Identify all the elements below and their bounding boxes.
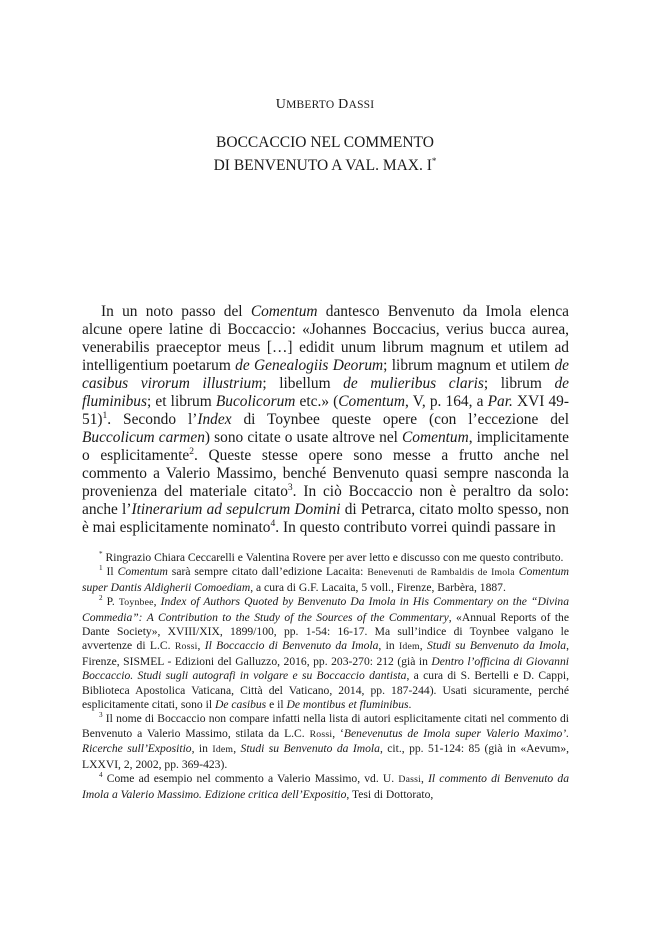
text-run: . Queste stesse opere sono messe a frutto anche nel commento a Valerio Massimo, benché Benvenuto quasi sempre nasconda la provenienza del materiale citato <box>82 447 569 500</box>
text-run: , a cura di G.F. Lacaita, 5 voll., Firenze, Barbèra, 1887. <box>250 580 506 594</box>
body-text <box>82 303 569 537</box>
small-caps-run: Toynbee <box>118 597 154 609</box>
text-run: . In ciò Boccaccio non è peraltro da solo: anche l’ <box>82 483 570 518</box>
text-run: XVI 49-51) <box>82 393 569 428</box>
italic-run: Dentro l’officina di Giovanni Boccaccio. Studi sugli autografi in volgare e su Boccaccio dantista <box>82 654 569 683</box>
italic-run: Benevenutus de Imola super Valerio Maximo’. Ricerche sull’Expositio <box>82 726 569 756</box>
italic-run: de casibus virorum illustrium <box>82 357 569 392</box>
text-run: , Firenze, SISMEL - Edizioni del Galluzzo, 2016, pp. 203-270: 212 (già in <box>82 639 570 668</box>
italic-run: Buccolicum carmen <box>82 429 205 446</box>
text-run: Il nome di Boccaccio non compare infatti nella lista di autori esplicitamente citati nel commento di Benvenuto a Valerio Massimo, stilata da L.C. <box>82 712 569 740</box>
text-run: Ringrazio Chiara Ceccarelli e Valentina Rovere per aver letto e discusso con me questo contributo. <box>102 551 564 564</box>
italic-run: Index of Authors Quoted by Benvenuto Da Imola in His Commentary on the “Divina Commedia”: A Contribution to the Study of the Sources of the Commentary <box>82 595 570 624</box>
text-run: . In questo contributo vorrei quindi passare in <box>275 519 556 536</box>
title-line <box>0 152 650 175</box>
small-caps-run: Idem <box>212 744 234 756</box>
text-run: Come ad esempio nel commento a Valerio Massimo, vd. U. <box>102 772 399 786</box>
text-run: . Secondo l’ <box>107 411 198 428</box>
italic-run: Comentum <box>338 393 405 410</box>
footnote-mark: 3 <box>99 711 103 720</box>
italic-run: Index <box>197 411 232 428</box>
footnote-mark: 2 <box>99 594 103 603</box>
author-name <box>0 97 650 113</box>
text-run: ; librum magnum et utilem <box>383 357 555 374</box>
footnote <box>82 772 569 802</box>
italic-run: Studi su Benvenuto da Imola <box>240 742 380 756</box>
italic-run: Studi su Benvenuto da Imola <box>427 639 567 653</box>
footnote <box>82 565 569 595</box>
text-run: ; libellum <box>262 375 344 392</box>
italic-run: de fluminibus <box>82 375 569 410</box>
text-run: etc.» ( <box>295 393 339 410</box>
text-run: . <box>408 698 412 712</box>
text-run: di Petrarca, citato molto spesso, non è mai esplicitamente nominato <box>82 501 569 536</box>
footnote-mark: * <box>99 550 103 559</box>
italic-run: de Genealogiis Deorum <box>235 357 384 374</box>
title-text: DI BENVENUTO A VAL. MAX. I <box>213 157 432 175</box>
author-small-caps: MBERTO <box>286 99 335 111</box>
footnote <box>82 712 569 772</box>
body-paragraph <box>82 303 569 537</box>
small-caps-run: Benevenuti de Rambaldis de Imola <box>367 567 515 579</box>
italic-run: De casibus <box>214 698 267 712</box>
italic-run: Bucolicorum <box>215 393 296 410</box>
text-run: e il <box>266 698 287 712</box>
text-run: , <box>197 639 205 653</box>
footnote <box>82 595 569 712</box>
footnote-mark: 4 <box>99 771 103 780</box>
text-run: ; et librum <box>147 393 216 410</box>
italic-run: Par. <box>487 393 513 410</box>
small-caps-run: Idem <box>398 641 420 653</box>
paper-title <box>0 134 650 175</box>
text-run: di Toynbee queste opere (con l’eccezione del <box>231 411 569 428</box>
text-run: P. <box>102 595 119 609</box>
text-run: , Tesi di Dottorato, <box>346 787 434 801</box>
text-run: dantesco Benvenuto da Imola elenca alcune opere latine di Boccaccio: «Johannes Boccacius, verius bucca aurea, venerabilis praeceptor meus […] edidit unum librum magnum et utilem ad intelligentium poetarum <box>82 303 569 374</box>
text-run: , <box>421 772 429 786</box>
footnote-ref: 3 <box>287 481 293 493</box>
footnote-ref: 4 <box>270 517 276 529</box>
title-line: BOCCACCIO NEL COMMENTO <box>216 134 434 151</box>
text-run: ; librum <box>483 375 555 392</box>
italic-run: Comentum <box>250 303 318 320</box>
text-run: , implicitamente o esplicitamente <box>82 429 570 464</box>
text-run: , a cura di S. Bertelli e D. Cappi, Biblioteca Apostolica Vaticana, Città del Vaticano, 2014, pp. 187-244). Usati sicuramente, perché esplicitamente citati, sono il <box>82 669 569 712</box>
italic-run: De montibus et fluminibus <box>286 698 409 712</box>
text-run: , in <box>191 742 213 756</box>
italic-run: Il Boccaccio di Benvenuto da Imola <box>204 639 379 653</box>
text-run: , ‘ <box>332 726 344 740</box>
small-caps-run: Rossi <box>309 728 333 740</box>
footnotes <box>82 551 569 802</box>
italic-run: Itinerarium ad sepulcrum Domini <box>131 501 341 518</box>
text-run: ) sono citate o usate altrove nel <box>204 429 403 446</box>
footnote-ref: 2 <box>189 445 195 457</box>
author-small-caps: ASSI <box>348 99 375 111</box>
footnote <box>82 551 569 565</box>
text-run: Il <box>102 565 118 579</box>
title-footnote-mark: * <box>431 156 437 166</box>
italic-run: Comentum super Dantis Aldigherii Comoediam <box>82 565 569 594</box>
author-initial: D <box>338 97 349 112</box>
text-run: , <box>233 742 241 756</box>
italic-run: Comentum <box>117 565 168 579</box>
text-run: , in <box>378 639 399 653</box>
small-caps-run: Rossi <box>174 641 198 653</box>
text-run: , cit., pp. 51-124: 85 (già in «Aevum», LXXVI, 2, 2002, pp. 369-423). <box>82 742 570 771</box>
text-run: , «Annual Reports of the Dante Society», XVIII/XIX, 1899/100, pp. 1-54: 16-17. Ma sull’indice di Toynbee valgano le avvertenze di L.C. <box>82 610 569 653</box>
text-run: sarà sempre citato dall’edizione Lacaita: <box>167 565 368 579</box>
text-run: In un noto passo del <box>101 303 251 320</box>
text-run: , V, p. 164, a <box>405 393 488 410</box>
text-run: , <box>153 595 161 609</box>
italic-run: Il commento di Benvenuto da Imola a Valerio Massimo. Edizione critica dell’Expositio <box>82 772 569 801</box>
italic-run: Comentum <box>402 429 469 446</box>
footnote-mark: 1 <box>99 564 103 573</box>
italic-run: de mulieribus claris <box>343 375 484 392</box>
text-run: , <box>419 639 428 653</box>
author-initial: U <box>275 97 287 112</box>
footnote-ref: 1 <box>102 409 108 421</box>
small-caps-run: Dassi <box>398 774 421 786</box>
